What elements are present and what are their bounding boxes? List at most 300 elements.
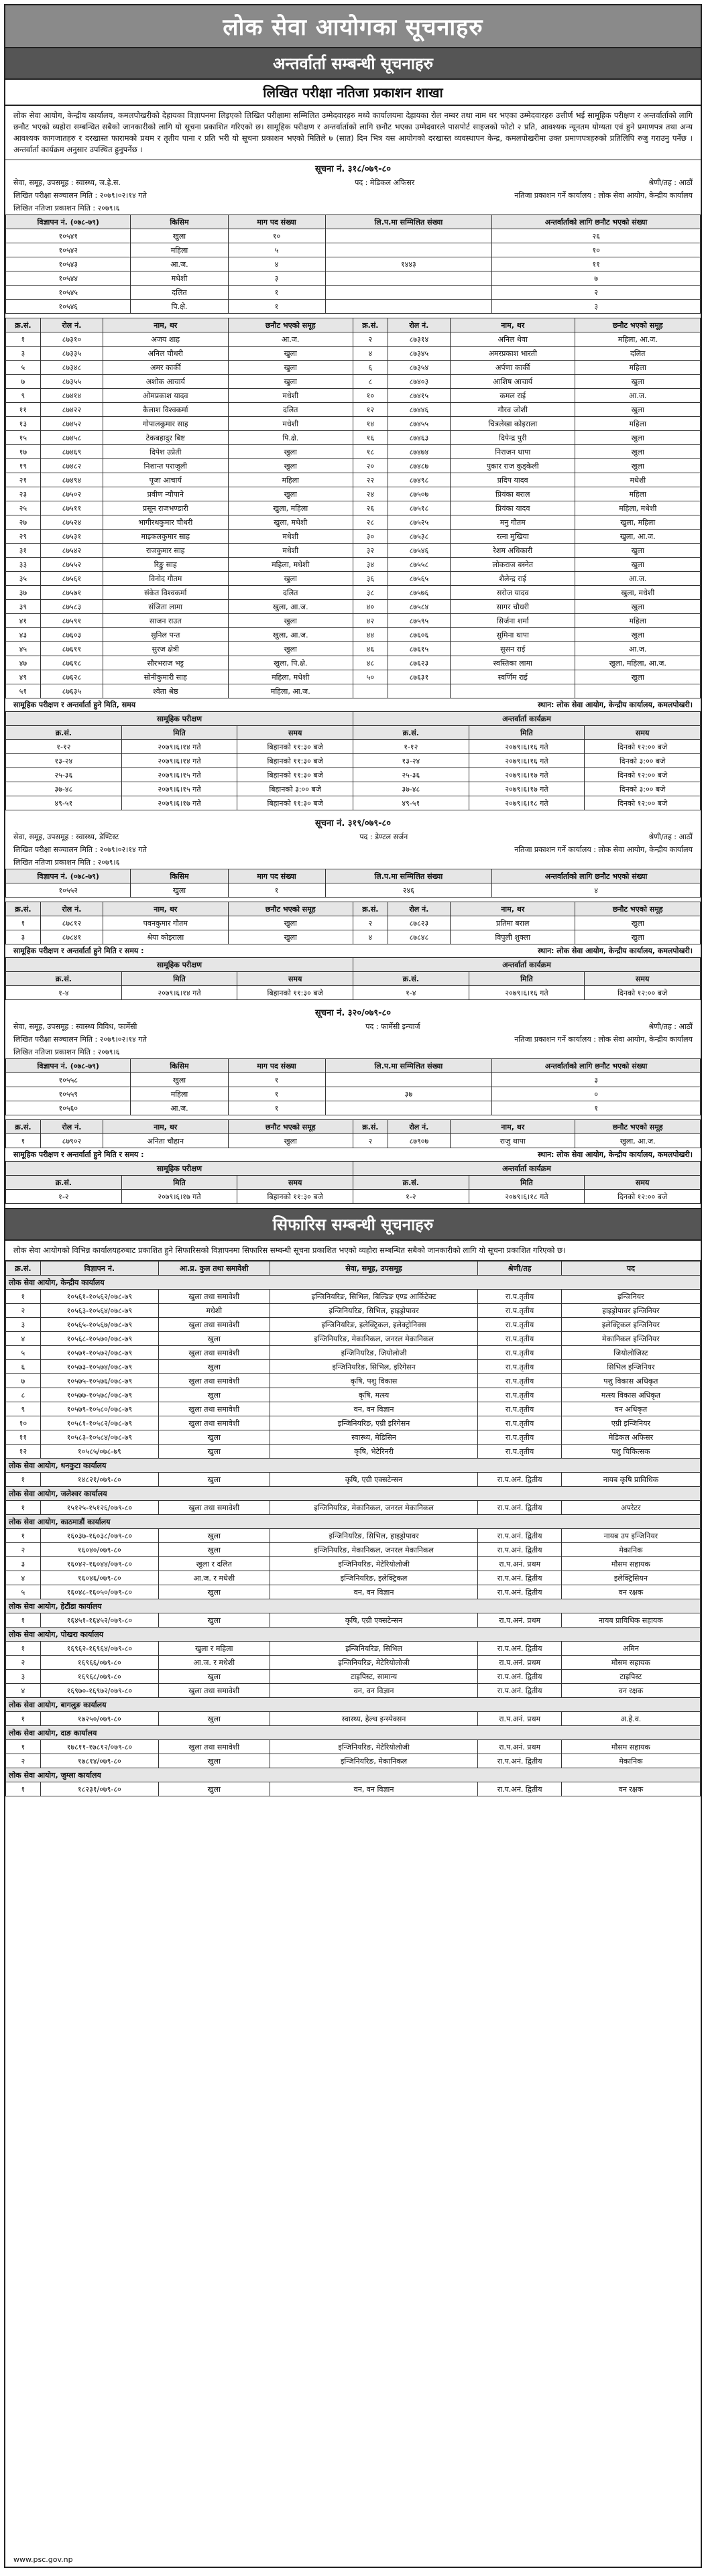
table-cell: ५१ xyxy=(6,684,41,698)
table-cell: १०५७९-१०५८०/०७८-७९ xyxy=(40,1402,158,1416)
table-cell: १६९७०-१६९७२/०७९-८० xyxy=(40,1684,158,1698)
table-cell: ८७६१८ xyxy=(40,656,103,670)
table-row xyxy=(6,389,701,403)
table-cell: रिङ्कु साह xyxy=(103,558,228,572)
schedule-header xyxy=(6,726,701,740)
schedule-row xyxy=(6,768,701,782)
table-cell: दलित xyxy=(131,286,228,300)
table-cell: नायब प्राविधिक सहायक xyxy=(561,1613,700,1628)
exam-date: लिखित परीक्षा सञ्चालन मिति : २०७९।०२।१४ गते xyxy=(13,1035,147,1044)
table-cell: अमर कार्की xyxy=(103,361,228,375)
table-cell: खुला xyxy=(228,930,353,944)
table-cell: २५-३६ xyxy=(353,768,469,782)
recommend-row xyxy=(6,1402,701,1416)
table-cell: १०५६० xyxy=(6,1101,131,1115)
table-cell: आ.ज. xyxy=(575,389,701,403)
table-cell: ३९ xyxy=(6,600,41,614)
table-cell: स्वस्तिका लामा xyxy=(451,656,575,670)
table-cell: रा.प.अनं. प्रथम xyxy=(478,1712,561,1726)
table-cell: १० xyxy=(492,243,701,257)
table-cell: खुला xyxy=(228,572,353,586)
column-header: सेवा, समूह, उपसमूह xyxy=(270,1262,478,1276)
table-cell: ४७ xyxy=(6,656,41,670)
table-cell: २१ xyxy=(6,473,41,487)
table-cell: २ xyxy=(6,1656,41,1670)
result-office: नतिजा प्रकाशन गर्ने कार्यालय : लोक सेवा आयोग, केन्द्रीय कार्यालय xyxy=(514,845,693,854)
notice-page xyxy=(4,4,702,2568)
recommend-row xyxy=(6,1529,701,1543)
column-header: किसिम xyxy=(131,215,228,229)
table-cell: मधेशी xyxy=(228,544,353,558)
table-cell: खुला तथा समावेशी xyxy=(158,1374,270,1388)
table-cell: १६९६८/०७९-८० xyxy=(40,1670,158,1684)
table-cell: १०५४५ xyxy=(6,286,131,300)
table-cell: २ xyxy=(6,1543,41,1557)
table-cell: खुला xyxy=(575,558,701,572)
table-cell: बिहानको ११:३० बजे xyxy=(237,986,353,1000)
table-cell: २४ xyxy=(353,487,388,501)
table-cell: रा.प.तृतीय xyxy=(478,1360,561,1374)
service-group: सेवा, समूह, उपसमूह : स्वास्थ्य, डेण्टिस्ट xyxy=(13,833,119,841)
table-cell: सुसन राई xyxy=(451,642,575,656)
schedule-table xyxy=(5,1161,701,1204)
table-cell: बिहानको ११:३० बजे xyxy=(237,754,353,768)
table-cell: ८७३४५ xyxy=(388,347,450,361)
table-cell: प्रदिप यादव xyxy=(451,473,575,487)
table-cell: १-२ xyxy=(353,1190,469,1204)
venue: स्थान: लोक सेवा आयोग, केन्द्रीय कार्यालय, कमलपोखरी। xyxy=(538,946,693,955)
group-interview: अन्तर्वार्ता कार्यक्रम xyxy=(353,712,700,726)
table-cell: सुनिल पन्त xyxy=(103,628,228,642)
table-row xyxy=(6,361,701,375)
table-cell: १ xyxy=(6,1642,41,1656)
table-cell: २०७९।६।१७ गते xyxy=(121,1190,237,1204)
table-cell: ५ xyxy=(6,1346,41,1360)
table-cell: अजय शाह xyxy=(103,332,228,347)
table-cell: ३३ xyxy=(6,558,41,572)
column-header: क्र.सं. xyxy=(6,902,41,916)
table-cell: १४४३ xyxy=(325,257,492,271)
table-cell: १३-२४ xyxy=(353,754,469,768)
table-cell: १०५५२ xyxy=(6,883,131,898)
table-cell: गौरव जोशी xyxy=(451,403,575,417)
column-header: छनौट भएको समूह xyxy=(575,1120,701,1134)
notice-meta-row xyxy=(5,1020,701,1033)
result-date: लिखित नतिजा प्रकाशन मिति : २०७९।६ xyxy=(13,858,120,867)
column-header: छनौट भएको समूह xyxy=(575,902,701,916)
notice-meta-row xyxy=(5,1033,701,1046)
column-header: छनौट भएको समूह xyxy=(228,318,353,332)
table-cell: खुला तथा समावेशी xyxy=(158,1290,270,1304)
table-cell: खुला र महिला xyxy=(158,1642,270,1656)
notice-meta-row xyxy=(5,856,701,869)
table-cell: बिहानको ११:३० बजे xyxy=(237,768,353,782)
column-header: अन्तर्वार्ताको लागि छनौट भएको संख्या xyxy=(492,215,701,229)
table-cell: २०७९।६।१६ गते xyxy=(469,986,585,1000)
table-cell: खुला तथा समावेशी xyxy=(158,1416,270,1430)
table-cell: इन्जिनियरिङ, मेकानिकल, जनरल मेकानिकल xyxy=(270,1501,478,1515)
group-written: सामूहिक परीक्षण xyxy=(6,958,353,972)
table-cell: १-२ xyxy=(6,1190,122,1204)
recommend-row xyxy=(6,1416,701,1430)
column-header: समय xyxy=(585,1176,701,1190)
table-cell: निराजन थापा xyxy=(451,445,575,459)
ad-table-header xyxy=(6,869,701,883)
table-cell: खुला xyxy=(228,916,353,930)
table-cell: १०५७१-१०५७२/०७८-७९ xyxy=(40,1346,158,1360)
table-cell: दिनको १२:०० बजे xyxy=(585,796,701,810)
table-cell: ८७९०२ xyxy=(40,1134,103,1148)
table-cell: मनु गौतम xyxy=(451,515,575,530)
column-header: नाम, थर xyxy=(451,1120,575,1134)
table-row xyxy=(6,332,701,347)
table-cell: ७ xyxy=(6,1374,41,1388)
column-header: नाम, थर xyxy=(451,318,575,332)
schedule-meta xyxy=(5,698,701,711)
column-header: मिति xyxy=(469,1176,585,1190)
table-cell: रा.प.अनं. प्रथम xyxy=(478,1656,561,1670)
table-cell: २ xyxy=(353,1134,388,1148)
table-cell: खुला xyxy=(228,361,353,375)
table-cell: मधेशी xyxy=(575,473,701,487)
table-cell: १७ xyxy=(6,445,41,459)
office-name: लोक सेवा आयोग, जुम्ला कार्यालय xyxy=(6,1768,701,1782)
table-cell: २९ xyxy=(6,530,41,544)
column-header: मिति xyxy=(121,726,237,740)
column-header: श्रेणी/तह xyxy=(478,1262,561,1276)
table-cell: इन्जिनियरिङ, एग्री इरिगेसन xyxy=(270,1416,478,1430)
table-cell: दिनको १२:०० बजे xyxy=(585,768,701,782)
table-cell: १०५४४ xyxy=(6,271,131,286)
table-cell: वन, वन विज्ञान xyxy=(270,1782,478,1796)
post-name: पद : डेण्टल सर्जन xyxy=(359,833,408,841)
table-cell: रा.प.अनं. द्वितीय xyxy=(478,1585,561,1599)
recommend-row xyxy=(6,1430,701,1445)
table-cell: बिहानको ११:३० बजे xyxy=(237,1190,353,1204)
table-cell: २०७९।६।१७ गते xyxy=(469,782,585,796)
table-cell: रा.प.अनं. द्वितीय xyxy=(478,1782,561,1796)
table-cell: खुला xyxy=(228,487,353,501)
table-cell: १०५८१-१०५८२/०७८-७९ xyxy=(40,1416,158,1430)
table-row xyxy=(6,229,701,243)
table-cell: ८७५५८ xyxy=(388,558,450,572)
table-cell: ५ xyxy=(6,1585,41,1599)
table-cell: ८७३१० xyxy=(40,332,103,347)
column-header: रोल नं. xyxy=(40,1120,103,1134)
table-cell: खुला xyxy=(158,1585,270,1599)
table-cell: रा.प.तृतीय xyxy=(478,1346,561,1360)
office-row xyxy=(6,1599,701,1613)
table-row xyxy=(6,286,701,300)
table-cell: ८७५४६ xyxy=(388,544,450,558)
table-cell: विपुली शुक्ला xyxy=(451,930,575,944)
table-cell: १०५८३-१०५८४/०७८-७९ xyxy=(40,1430,158,1445)
table-cell: एग्री इन्जिनियर xyxy=(561,1416,700,1430)
table-row xyxy=(6,1134,701,1148)
table-row xyxy=(6,445,701,459)
ad-table-header xyxy=(6,1059,701,1073)
table-cell: महिला, मधेशी xyxy=(228,558,353,572)
table-cell xyxy=(325,271,492,286)
office-row xyxy=(6,1698,701,1712)
result-date: लिखित नतिजा प्रकाशन मिति : २०७९।६ xyxy=(13,1048,120,1056)
table-row xyxy=(6,487,701,501)
recommend-row xyxy=(6,1445,701,1459)
table-cell: कृषि, पशु विकास xyxy=(270,1374,478,1388)
table-row xyxy=(6,558,701,572)
table-cell: ८७४२२ xyxy=(40,403,103,417)
table-cell: १-४ xyxy=(6,986,122,1000)
group-written: सामूहिक परीक्षण xyxy=(6,1162,353,1176)
table-cell: ८७६१५ xyxy=(388,642,450,656)
table-cell: ४६ xyxy=(353,642,388,656)
table-cell: अ.हे.व. xyxy=(561,1712,700,1726)
table-cell: खुला xyxy=(158,1712,270,1726)
recommend-row xyxy=(6,1656,701,1670)
column-header: रोल नं. xyxy=(40,902,103,916)
table-cell: १ xyxy=(228,286,325,300)
schedule-row xyxy=(6,754,701,768)
column-header: क्र.सं. xyxy=(6,726,122,740)
schedule-table xyxy=(5,957,701,1000)
table-cell: ८७८४१ xyxy=(40,930,103,944)
office-name: लोक सेवा आयोग, हेटौंडा कार्यालय xyxy=(6,1599,701,1613)
table-cell: ८७४५८ xyxy=(40,431,103,445)
schedule-table xyxy=(5,711,701,810)
table-cell: सिभिल इन्जिनियर xyxy=(561,1360,700,1374)
group-interview: अन्तर्वार्ता कार्यक्रम xyxy=(353,958,700,972)
notice-block xyxy=(5,814,701,1004)
table-cell: इन्जिनियरिङ, सिभिल, इरिगेसन xyxy=(270,1360,478,1374)
notice-title: सूचना नं. ३१९/०७९-८० xyxy=(314,818,392,829)
table-cell: ४१ xyxy=(6,614,41,628)
table-cell: १ xyxy=(6,332,41,347)
table-cell: सुरज क्षेत्री xyxy=(103,642,228,656)
recommend-row xyxy=(6,1712,701,1726)
table-cell: ८७६२३ xyxy=(388,656,450,670)
table-cell: मधेशी xyxy=(228,530,353,544)
table-cell: ८७५७१ xyxy=(40,586,103,600)
column-header: अन्तर्वार्ताको लागि छनौट भएको संख्या xyxy=(492,869,701,883)
column-header: क्र.सं. xyxy=(353,1176,469,1190)
table-cell: ८७५०२ xyxy=(40,487,103,501)
table-cell: ८७५८३ xyxy=(40,600,103,614)
table-cell: २७ xyxy=(6,515,41,530)
table-row xyxy=(6,271,701,286)
table-cell: १ xyxy=(6,1712,41,1726)
table-row xyxy=(6,586,701,600)
table-row xyxy=(6,530,701,544)
table-cell: इलेक्ट्रिकल इन्जिनियर xyxy=(561,1318,700,1332)
table-cell xyxy=(451,684,575,698)
table-cell: ८७४७४ xyxy=(388,445,450,459)
table-cell: संकेत विश्वकर्मा xyxy=(103,586,228,600)
table-cell: १८ xyxy=(353,445,388,459)
recommend-row xyxy=(6,1304,701,1318)
table-cell: १३-२४ xyxy=(6,754,122,768)
recommend-row xyxy=(6,1782,701,1796)
table-cell: कमल राई xyxy=(451,389,575,403)
schedule-meta xyxy=(5,944,701,957)
post-name: पद : मेडिकल अफिसर xyxy=(355,178,415,187)
table-cell: ३४ xyxy=(353,558,388,572)
column-header: लि.प.मा सम्मिलित संख्या xyxy=(325,869,492,883)
column-header: रोल नं. xyxy=(388,318,450,332)
table-cell: १६०४२-१६०४४/०७९-८० xyxy=(40,1557,158,1571)
table-cell: ८७४६३ xyxy=(388,431,450,445)
table-cell: खुला xyxy=(575,600,701,614)
table-cell: ओमप्रकाश यादव xyxy=(103,389,228,403)
table-cell: दिनको ३:०० बजे xyxy=(585,782,701,796)
table-cell: महिला xyxy=(575,487,701,501)
table-cell: खुला xyxy=(228,642,353,656)
table-cell: इन्जिनियरिङ, सिभिल xyxy=(270,1642,478,1656)
column-header: मिति xyxy=(469,972,585,986)
table-cell: आशिष आचार्य xyxy=(451,375,575,389)
table-cell: सिर्जना शर्मा xyxy=(451,614,575,628)
table-cell: २ xyxy=(6,1304,41,1318)
table-cell: ८७४१५ xyxy=(388,389,450,403)
table-cell: खुला xyxy=(158,1543,270,1557)
table-cell: रत्ना मुखिया xyxy=(451,530,575,544)
column-header: अन्तर्वार्ताको लागि छनौट भएको संख्या xyxy=(492,1059,701,1073)
office-name: लोक सेवा आयोग, जलेश्वर कार्यालय xyxy=(6,1487,701,1501)
table-cell: ७ xyxy=(492,271,701,286)
column-header: लि.प.मा सम्मिलित संख्या xyxy=(325,215,492,229)
table-cell: रा.प.तृतीय xyxy=(478,1445,561,1459)
table-row xyxy=(6,544,701,558)
table-cell: १०५४३ xyxy=(6,257,131,271)
column-header: समय xyxy=(237,726,353,740)
table-cell: ८७४९८ xyxy=(388,473,450,487)
table-cell: स्वास्थ्य, हेल्थ इन्स्पेक्सन xyxy=(270,1712,478,1726)
table-cell: रा.प.तृतीय xyxy=(478,1416,561,1430)
table-cell: खुला xyxy=(575,916,701,930)
table-cell: खुला xyxy=(575,628,701,642)
table-cell xyxy=(325,1101,492,1115)
table-cell: आ.ज. xyxy=(131,1101,228,1115)
footer-url[interactable]: www.psc.gov.np xyxy=(13,2555,73,2564)
schedule-group-header xyxy=(6,712,701,726)
table-cell: आ.ज. र मधेशी xyxy=(158,1571,270,1585)
table-cell: ८७३३५ xyxy=(40,347,103,361)
table-cell: ६ xyxy=(6,1360,41,1374)
office-row xyxy=(6,1768,701,1782)
table-cell: खुला xyxy=(575,445,701,459)
table-cell: महिला, मधेशी xyxy=(228,670,353,684)
table-cell xyxy=(325,229,492,243)
table-cell: खुला, आ.ज. xyxy=(575,1134,701,1148)
table-cell: ५० xyxy=(353,670,388,684)
table-cell: ३ xyxy=(228,271,325,286)
recommend-row xyxy=(6,1684,701,1698)
table-cell: १०५८५/०७८-७९ xyxy=(40,1445,158,1459)
table-cell: १०५४२ xyxy=(6,243,131,257)
table-cell: ४२ xyxy=(353,614,388,628)
table-cell: ० xyxy=(492,1087,701,1101)
table-cell: रा.प.अनं. द्वितीय xyxy=(478,1754,561,1768)
table-cell: रेशम अधिकारी xyxy=(451,544,575,558)
table-cell: ८७४४६ xyxy=(388,403,450,417)
recommend-row xyxy=(6,1473,701,1487)
table-cell: ८७५९५ xyxy=(388,614,450,628)
table-row xyxy=(6,459,701,473)
table-cell: २०७९।६।१८ गते xyxy=(469,1190,585,1204)
table-cell: १ xyxy=(6,1529,41,1543)
table-cell: ३ xyxy=(6,930,41,944)
table-cell: २०७९।६।१४ गते xyxy=(121,986,237,1000)
table-cell: मधेशी xyxy=(131,271,228,286)
table-cell: निशान्त पराजुली xyxy=(103,459,228,473)
table-cell: श्वेता श्रेष्ठ xyxy=(103,684,228,698)
table-cell: १५१२५-१५१२६/०७९-८० xyxy=(40,1501,158,1515)
table-cell: नायब उप इन्जिनियर xyxy=(561,1529,700,1543)
table-cell: २०७९।६।१६ गते xyxy=(469,740,585,754)
table-cell: १०५६१-१०५६२/०७८-७९ xyxy=(40,1290,158,1304)
column-header: समय xyxy=(585,972,701,986)
table-cell: २०७९।६।१५ गते xyxy=(121,782,237,796)
table-cell: ८७६३१ xyxy=(388,670,450,684)
table-cell: कृषि, एग्री एक्सटेन्सन xyxy=(270,1473,478,1487)
column-header: माग पद संख्या xyxy=(228,1059,325,1073)
table-cell: ११ xyxy=(6,403,41,417)
section-title: लिखित परीक्षा नतिजा प्रकाशन शाखा xyxy=(5,80,701,106)
table-cell: ८७५०७ xyxy=(388,487,450,501)
table-cell: मेडिकल अफिसर xyxy=(561,1430,700,1445)
table-cell: टाइपिस्ट, सामान्य xyxy=(270,1670,478,1684)
table-cell: ८७५३१ xyxy=(40,530,103,544)
table-cell: ३० xyxy=(353,530,388,544)
table-row xyxy=(6,614,701,628)
notice-block xyxy=(5,1004,701,1208)
table-cell: साजन राउत xyxy=(103,614,228,628)
table-cell: २ xyxy=(6,1754,41,1768)
table-cell: खुला, आ.ज. xyxy=(228,628,353,642)
office-row xyxy=(6,1459,701,1473)
office-name: लोक सेवा आयोग, धनकुटा कार्यालय xyxy=(6,1459,701,1473)
table-cell: १ xyxy=(6,916,41,930)
table-cell: ७ xyxy=(6,375,41,389)
table-cell: ८७३४८ xyxy=(40,361,103,375)
table-cell: रा.प.तृतीय xyxy=(478,1430,561,1445)
table-cell xyxy=(325,1073,492,1087)
table-cell: ४० xyxy=(353,600,388,614)
table-cell: खुला तथा समावेशी xyxy=(158,1501,270,1515)
table-cell: खुला, महिला xyxy=(575,515,701,530)
table-row xyxy=(6,600,701,614)
column-header: मिति xyxy=(121,972,237,986)
table-cell: १६ xyxy=(353,431,388,445)
table-cell: खुला र दलित xyxy=(158,1557,270,1571)
table-cell: खुला xyxy=(131,883,228,898)
table-cell: महिला xyxy=(131,1087,228,1101)
table-cell: ८७४५२ xyxy=(40,417,103,431)
table-row xyxy=(6,1073,701,1087)
table-cell: बिहानको ११:३० बजे xyxy=(237,796,353,810)
table-cell: ८७५११ xyxy=(40,501,103,515)
venue: स्थान: लोक सेवा आयोग, केन्द्रीय कार्यालय, कमलपोखरी। xyxy=(538,1150,693,1159)
table-cell: १ xyxy=(6,1290,41,1304)
table-cell: १-१२ xyxy=(6,740,122,754)
recommend-row xyxy=(6,1613,701,1628)
table-cell xyxy=(575,684,701,698)
table-cell: १ xyxy=(228,883,325,898)
table-cell: ३ xyxy=(6,347,41,361)
table-cell: ३२ xyxy=(353,544,388,558)
column-header: क्र.सं. xyxy=(6,1176,122,1190)
table-cell: ३७-४८ xyxy=(353,782,469,796)
table-cell: ४९ xyxy=(6,670,41,684)
